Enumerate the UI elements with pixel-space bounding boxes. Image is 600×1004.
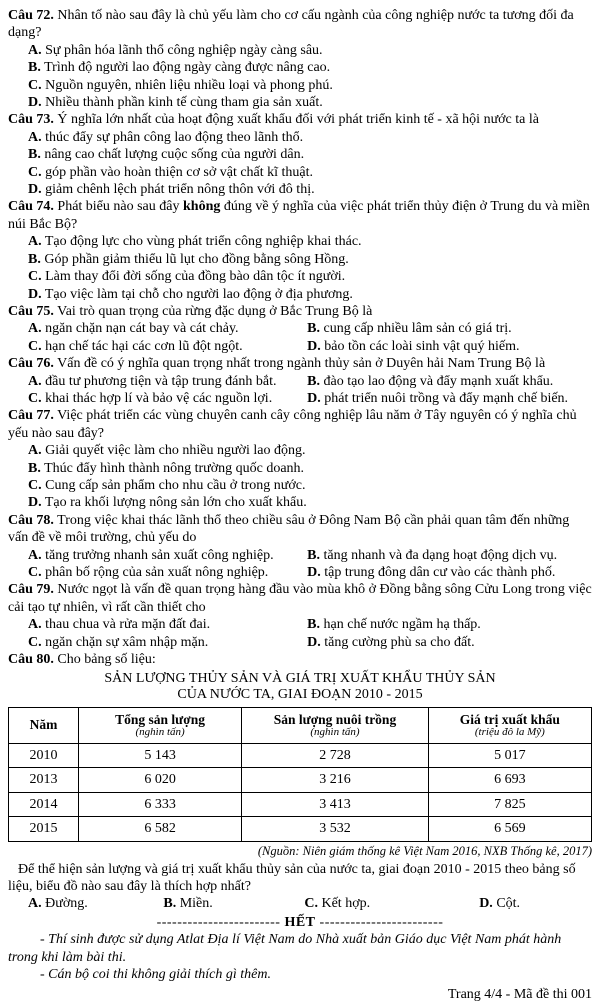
option-letter: C. (304, 896, 318, 912)
option-74-C (28, 268, 592, 285)
question-79-options (8, 616, 592, 651)
column-label: Tổng sản lượng (115, 711, 205, 727)
table-cell: 7 825 (428, 792, 591, 817)
option-73-A (28, 129, 592, 146)
option-letter: B. (307, 617, 321, 633)
question-label: Câu 74. (8, 199, 54, 215)
option-text: khai thác hợp lí và bảo vệ các nguồn lợi. (45, 390, 273, 406)
question-label: Câu 80. (8, 652, 54, 668)
question-74-options (8, 233, 592, 303)
question-80-options (8, 895, 592, 912)
option-letter: C. (28, 565, 42, 580)
table-cell: 6 582 (78, 817, 241, 842)
option-73-B (28, 146, 592, 163)
option-text: Sự phân hóa lãnh thổ công nghiệp ngày càng sâu. (45, 42, 323, 58)
table-header-row (9, 707, 592, 743)
option-letter: B. (28, 460, 41, 476)
option-text: Tạo động lực cho vùng phát triển công nghiệp khai thác. (44, 234, 362, 250)
option-letter: B. (163, 896, 177, 912)
option-79-B (307, 616, 592, 633)
option-letter: D. (28, 182, 42, 198)
option-letter: A. (28, 129, 42, 145)
option-76-C (28, 390, 307, 407)
question-78-options (8, 547, 592, 582)
option-72-C (28, 77, 592, 94)
option-letter: C. (28, 634, 42, 650)
option-letter: A. (28, 234, 42, 250)
question-72-stem (8, 7, 592, 42)
option-77-A (28, 442, 592, 459)
stem-text: không (183, 199, 221, 215)
option-72-A (28, 42, 592, 59)
option-77-C (28, 477, 592, 494)
option-letter: B. (307, 321, 321, 337)
option-letter: A. (28, 321, 42, 337)
option-letter: A. (28, 443, 42, 459)
table-cell: 2 728 (242, 743, 429, 768)
option-text: phát triển nuôi trồng và đẩy mạnh chế biến. (324, 390, 569, 406)
stem-text: Phát biểu nào sau đây (57, 199, 183, 215)
option-77-D (28, 494, 592, 511)
table-cell: 5 017 (428, 743, 591, 768)
option-text: bảo tồn các loài sinh vật quý hiếm. (324, 338, 520, 354)
table-cell: 2014 (9, 792, 79, 817)
option-letter: A. (28, 42, 42, 58)
option-letter: D. (307, 338, 321, 354)
option-letter: B. (28, 60, 41, 76)
option-text: nâng cao chất lượng cuộc sống của người dân. (44, 147, 305, 163)
stem-text: Vai trò quan trọng của rừng đặc dụng ở Bắc Trung Bộ là (57, 303, 373, 319)
option-75-C (28, 338, 307, 355)
option-letter: D. (28, 495, 42, 511)
column-unit: (triệu đô la Mỹ) (474, 725, 545, 738)
question-80-text: Để thể hiện sản lượng và giá trị xuất khẩu thủy sản của nước ta, giai đoạn 2010 - 2015 theo bảng số liệu, biểu đồ nào sau đây là thích hợp nhất? (8, 861, 576, 895)
question-73-options (8, 129, 592, 199)
option-text: cung cấp nhiều lâm sản có giá trị. (323, 321, 512, 337)
column-label: Năm (29, 717, 58, 733)
question-72-options (8, 42, 592, 112)
option-73-D (28, 181, 592, 198)
table-cell: 6 569 (428, 817, 591, 842)
option-74-B (28, 251, 592, 268)
column-label: Sản lượng nuôi trồng (273, 711, 397, 727)
table-title-line1: SẢN LƯỢNG THỦY SẢN VÀ GIÁ TRỊ XUẤT KHẨU THỦY SẢN (104, 671, 496, 687)
option-78-A (28, 547, 307, 564)
table-row (9, 743, 592, 768)
option-text: ngăn chặn nạn cát bay và cát chảy. (45, 321, 239, 337)
option-79-D (307, 634, 592, 651)
option-letter: C. (28, 338, 42, 354)
stem-text: Trong việc khai thác lãnh thổ theo chiều sâu ở Đông Nam Bộ cần phải quan tâm đến những vấn đề về môi trường, chủ yếu do (8, 512, 570, 546)
option-text: phân bố rộng của sản xuất nông nghiệp. (45, 565, 269, 580)
option-75-D (307, 338, 592, 355)
option-letter: A. (28, 896, 42, 912)
table-cell: 3 413 (242, 792, 429, 817)
question-label: Câu 76. (8, 356, 54, 372)
table-cell: 3 532 (242, 817, 429, 842)
option-text: góp phần vào hoàn thiện cơ sở vật chất kĩ thuật. (45, 164, 314, 180)
stem-text: Việc phát triển các vùng chuyên canh cây công nghiệp lâu năm ở Tây nguyên có ý nghĩa chủ yếu nào sau đây? (8, 408, 577, 441)
table-cell: 6 333 (78, 792, 241, 817)
option-letter: D. (28, 95, 42, 111)
option-letter: C. (28, 477, 42, 493)
option-text: Trình độ người lao động ngày càng được nâng cao. (44, 60, 331, 76)
option-text: Kết hợp. (321, 896, 371, 912)
option-text: hạn chế tác hại các cơn lũ đột ngột. (45, 338, 243, 354)
end-label: HẾT (284, 914, 316, 930)
stem-text: Nhân tố nào sau đây là chủ yếu làm cho cơ cấu ngành của công nghiệp nước ta tương đối đa dạng? (8, 8, 574, 41)
question-label: Câu 73. (8, 112, 54, 128)
option-text: Cột. (496, 896, 521, 912)
question-75-options (8, 320, 592, 355)
stem-text: Nước ngọt là vấn đề quan trọng hàng đầu vào mùa khô ở Đồng bằng sông Cửu Long trong việc cải tạo tự nhiên, vì rất cần thiết cho (8, 582, 592, 615)
question-label: Câu 77. (8, 408, 54, 424)
option-72-D (28, 94, 592, 111)
option-80-B (163, 895, 304, 912)
option-letter: B. (28, 251, 41, 267)
table-header-cell (242, 707, 429, 743)
option-72-B (28, 59, 592, 76)
option-80-A (28, 895, 163, 912)
option-text: thúc đẩy sự phân công lao động theo lãnh thổ. (45, 129, 304, 145)
question-77-options (8, 442, 592, 512)
table-cell: 2013 (9, 768, 79, 793)
question-label: Câu 72. (8, 8, 54, 23)
stem-text: Ý nghĩa lớn nhất của hoạt động xuất khẩu đối với phát triển kinh tế - xã hội nước ta là (57, 112, 539, 128)
question-label: Câu 79. (8, 582, 54, 598)
table-cell: 2015 (9, 817, 79, 842)
option-74-A (28, 233, 592, 250)
stem-text: đúng về ý nghĩa của việc phát triển thủy điện ở Trung du và miền núi Bắc Bộ? (8, 199, 590, 232)
option-76-A (28, 373, 307, 390)
option-75-A (28, 320, 307, 337)
option-letter: C. (28, 164, 42, 180)
table-cell: 6 693 (428, 768, 591, 793)
option-letter: A. (28, 617, 42, 633)
question-75-stem (8, 303, 592, 320)
table-row (9, 768, 592, 793)
option-text: giảm chênh lệch phát triển nông thôn với đô thị. (45, 182, 315, 198)
table-title-line2: CỦA NƯỚC TA, GIAI ĐOẠN 2010 - 2015 (177, 687, 423, 703)
option-letter: A. (28, 373, 42, 389)
table-header-cell (78, 707, 241, 743)
end-dashes-left: ------------------------ (156, 914, 281, 930)
end-dashes-right: ------------------------ (319, 914, 444, 930)
option-text: Tạo việc làm tại chỗ cho người lao động ở địa phương. (44, 286, 353, 302)
option-letter: C. (28, 269, 42, 285)
option-letter: C. (28, 390, 42, 406)
option-letter: C. (28, 77, 42, 93)
option-letter: B. (28, 147, 41, 163)
question-76-options (8, 373, 592, 408)
question-label: Câu 75. (8, 303, 54, 319)
question-label: Câu 78. (8, 512, 54, 528)
option-76-B (307, 373, 592, 390)
table-cell: 2010 (9, 743, 79, 768)
column-unit: (nghìn tấn) (310, 725, 360, 738)
exam-note-proctor: - Cán bộ coi thi không giải thích gì thêm. (40, 967, 271, 983)
option-80-D (479, 895, 592, 912)
option-text: Làm thay đổi đời sống của đồng bào dân tộc ít người. (45, 269, 346, 285)
option-78-D (307, 564, 592, 581)
option-text: Nhiều thành phần kinh tế cùng tham gia sản xuất. (45, 95, 323, 111)
option-text: Tạo ra khối lượng nông sản lớn cho xuất khẩu. (44, 495, 307, 511)
exam-note-atlat: - Thí sinh được sử dụng Atlat Địa lí Việt Nam do Nhà xuất bản Giáo dục Việt Nam phát hành trong khi làm bài thi. (8, 932, 562, 965)
table-header-cell (428, 707, 591, 743)
column-label: Giá trị xuất khẩu (459, 711, 560, 727)
option-text: tăng nhanh và đa dạng hoạt động dịch vụ. (323, 547, 558, 563)
option-letter: B. (307, 373, 321, 389)
questions-container (8, 7, 592, 651)
option-80-C (304, 895, 479, 912)
option-text: Góp phần giảm thiểu lũ lụt cho đồng bằng sông Hồng. (44, 251, 349, 267)
question-79-stem (8, 581, 592, 616)
option-text: Giải quyết việc làm cho nhiều người lao động. (45, 443, 306, 459)
question-80-stem (8, 651, 592, 668)
option-text: ngăn chặn sự xâm nhập mặn. (45, 634, 209, 650)
table-cell: 3 216 (242, 768, 429, 793)
end-marker (8, 914, 592, 931)
question-77-stem (8, 407, 592, 442)
table-cell: 5 143 (78, 743, 241, 768)
question-78-stem (8, 512, 592, 547)
option-letter: D. (307, 634, 321, 650)
page-number: Trang 4/4 - Mã đề thi 001 (447, 987, 592, 1003)
table-source: (Nguồn: Niên giám thống kê Việt Nam 2016, NXB Thống kê, 2017) (257, 843, 592, 858)
data-table (8, 707, 592, 842)
option-text: Miền. (179, 896, 213, 912)
option-text: tăng cường phù sa cho đất. (324, 634, 475, 650)
option-76-D (307, 390, 592, 407)
table-title (8, 671, 592, 702)
option-letter: D. (307, 565, 321, 580)
question-74-stem (8, 198, 592, 233)
option-text: Thúc đẩy hình thành nông trường quốc doanh. (44, 460, 305, 476)
option-letter: D. (479, 896, 493, 912)
option-75-B (307, 320, 592, 337)
stem-text: Cho bảng số liệu: (57, 652, 156, 668)
option-text: thau chua và rửa mặn đất đai. (45, 617, 211, 633)
table-cell: 6 020 (78, 768, 241, 793)
column-unit: (nghìn tấn) (135, 725, 185, 738)
table-row (9, 792, 592, 817)
table-row (9, 817, 592, 842)
question-73-stem (8, 111, 592, 128)
option-77-B (28, 460, 592, 477)
option-letter: B. (307, 547, 321, 563)
option-text: tập trung đông dân cư vào các thành phố. (324, 565, 556, 580)
option-letter: A. (28, 547, 42, 563)
option-74-D (28, 286, 592, 303)
option-text: Cung cấp sản phẩm cho nhu cầu ở trong nước. (45, 477, 306, 493)
option-73-C (28, 164, 592, 181)
option-79-C (28, 634, 307, 651)
option-text: Nguồn nguyên, nhiên liệu nhiều loại và phong phú. (45, 77, 333, 93)
option-79-A (28, 616, 307, 633)
table-header-cell (9, 707, 79, 743)
stem-text: Vấn đề có ý nghĩa quan trọng nhất trong ngành thủy sản ở Duyên hải Nam Trung Bộ là (57, 356, 546, 372)
option-text: Đường. (45, 896, 88, 912)
question-76-stem (8, 355, 592, 372)
option-letter: D. (28, 286, 42, 302)
option-text: tăng trưởng nhanh sản xuất công nghiệp. (45, 547, 274, 563)
option-text: đào tạo lao động và đẩy mạnh xuất khẩu. (323, 373, 554, 389)
option-text: đầu tư phương tiện và tập trung đánh bắt. (45, 373, 277, 389)
option-78-B (307, 547, 592, 564)
option-78-C (28, 564, 307, 581)
option-letter: D. (307, 390, 321, 406)
option-text: hạn chế nước ngầm hạ thấp. (323, 617, 481, 633)
